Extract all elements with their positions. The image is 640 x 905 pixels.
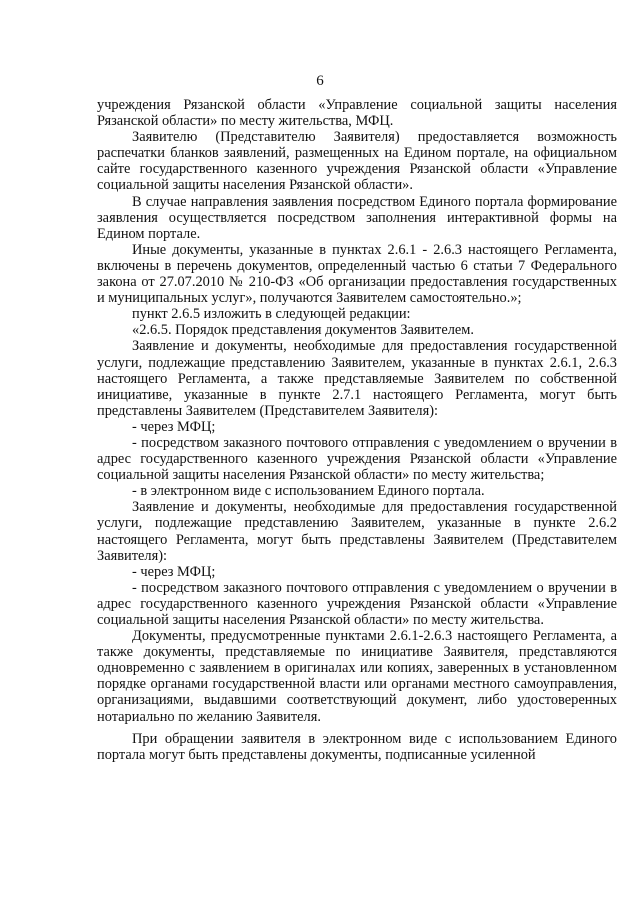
list-item: - посредством заказного почтового отправления с уведомлением о вручении в адрес государственного казенного учреждения Рязанской области «Управление социальной защиты населения Рязанской области» по месту жительства; [97,434,617,484]
list-item: - посредством заказного почтового отправления с уведомлением о вручении в адрес государственного казенного учреждения Рязанской области «Управление социальной защиты населения Рязанской области» по месту жительства. [97,579,617,628]
paragraph: «2.6.5. Порядок представления документов Заявителем. [132,322,474,339]
paragraph: пункт 2.6.5 изложить в следующей редакции: [132,306,411,323]
paragraph: Заявление и документы, необходимые для предоставления государственной услуги, подлежащие представлению Заявителем, указанные в пункте 2.6.2 настоящего Регламента, могут быть представлены Заявителем (Представителем Заявителя): [97,499,617,564]
document-body [97,97,617,763]
list-item: - через МФЦ; [132,563,216,580]
paragraph: Заявителю (Представителю Заявителя) предоставляется возможность распечатки бланков заявлений, размещенных на Едином портале, на официальном сайте государственного казенного учреждения Рязанской области «Управление социальной защиты населения Рязанской области». [97,129,617,194]
list-item: - в электронном виде с использованием Единого портала. [132,483,485,500]
paragraph: Документы, предусмотренные пунктами 2.6.1-2.6.3 настоящего Регламента, а также документы, представляемые по инициативе Заявителя, представляются одновременно с заявлением в оригиналах или копиях, заверенных в установленном порядке органами государственной власти или органами местного самоуправления, организациями, выдавшими соответствующий документ, либо удостоверенных нотариально по желанию Заявителя. [97,628,617,725]
paragraph: учреждения Рязанской области «Управление социальной защиты населения Рязанской области» по месту жительства, МФЦ. [97,97,617,130]
paragraph: Иные документы, указанные в пунктах 2.6.1 - 2.6.3 настоящего Регламента, включены в перечень документов, определенный частью 6 статьи 7 Федерального закона от 27.07.2010 № 210-ФЗ «Об организации предоставления государственных и муниципальных услуг», получаются Заявителем самостоятельно.»; [97,241,617,307]
paragraph: При обращении заявителя в электронном виде с использованием Единого портала могут быть представлены документы, подписанные усиленной [97,730,617,763]
paragraph: В случае направления заявления посредством Единого портала формирование заявления осуществляется посредством заполнения интерактивной формы на Едином портале. [97,193,617,242]
paragraph: Заявление и документы, необходимые для предоставления государственной услуги, подлежащие представлению Заявителем, указанные в пунктах 2.6.1, 2.6.3 настоящего Регламента, а также представляемые Заявителем по собственной инициативе, указанные в пункте 2.7.1 настоящего Регламента, могут быть представлены Заявителем (Представителем Заявителя): [97,338,617,419]
list-item: - через МФЦ; [132,418,216,435]
page-number: 6 [316,73,324,89]
